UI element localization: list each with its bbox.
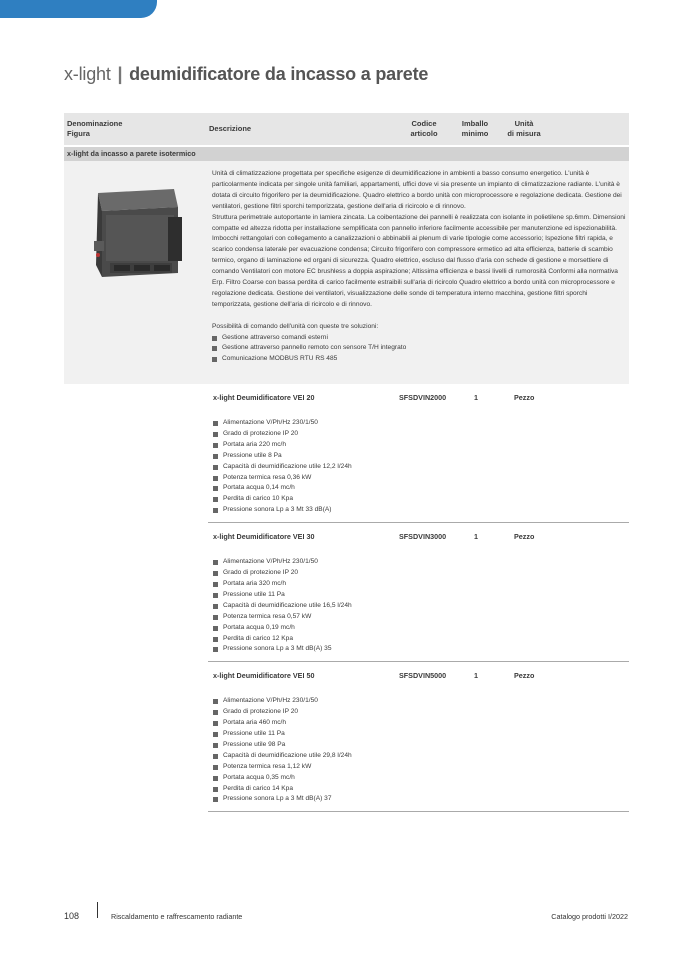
footer-catalog: Catalogo prodotti I/2022 [551, 912, 628, 921]
list-item: Pressione sonora Lp a 3 Mt dB(A) 35 [213, 644, 629, 655]
header-descrizione: Descrizione [209, 124, 252, 133]
product-code: SFSDVIN5000 [399, 671, 447, 681]
list-item: Perdita di carico 10 Kpa [213, 494, 629, 505]
title-prefix: x-light [64, 64, 111, 84]
product-code: SFSDVIN3000 [399, 532, 447, 542]
product-header [208, 662, 629, 682]
header-codice-line1: Codice [411, 119, 437, 128]
corner-accent-tab [0, 0, 157, 18]
product-qty: 1 [474, 532, 478, 542]
header-imballo [458, 119, 492, 139]
page-number: 108 [64, 911, 80, 921]
header-denominazione [67, 119, 122, 139]
list-item: Portata acqua 0,35 mc/h [213, 773, 629, 784]
footer-section: Riscaldamento e raffrescamento radiante [111, 912, 243, 921]
list-item: Potenza termica resa 0,57 kW [213, 612, 629, 623]
list-item: Grado di protezione IP 20 [213, 568, 629, 579]
list-item: Capacità di deumidificazione utile 12,2 l/24h [213, 462, 629, 473]
list-item: Perdita di carico 14 Kpa [213, 784, 629, 795]
intro-section [64, 161, 629, 384]
header-unita-line1: Unità [514, 119, 534, 128]
product-name: x-light Deumidificatore VEI 50 [213, 671, 315, 681]
product-specs [208, 404, 629, 522]
list-item: Grado di protezione IP 20 [213, 707, 629, 718]
list-item: Capacità di deumidificazione utile 16,5 l/24h [213, 601, 629, 612]
product-unit: Pezzo [514, 532, 535, 542]
title-main: deumidificatore da incasso a parete [129, 64, 429, 84]
dehumidifier-product-image [92, 185, 187, 281]
product-header [208, 523, 629, 543]
header-codice-line2: articolo [410, 129, 438, 138]
product-specs [208, 543, 629, 661]
intro-paragraph: Struttura perimetrale autoportante in lamiera zincata. La coibentazione dei pannelli è realizzata con isolante in polietilene sp.6mm. Dimensioni compatte ed altezza ridotta per installazione semplificata con pannello inferiore facilmente accessibile per manutenzione ed ispezionabilità. [212, 213, 626, 232]
list-item: Portata aria 320 mc/h [213, 579, 629, 590]
header-denominazione-label: Denominazione [67, 119, 123, 128]
product-qty: 1 [474, 671, 478, 681]
title-separator: | [117, 64, 123, 84]
product-specs [208, 682, 629, 811]
list-item: Grado di protezione IP 20 [213, 429, 629, 440]
control-heading: Possibilità di comando dell'unità con queste tre soluzioni: [212, 322, 379, 330]
product-row-vei20 [208, 384, 629, 523]
list-item: Alimentazione V/Ph/Hz 230/1/50 [213, 696, 629, 707]
header-unita-line2: di misura [507, 129, 541, 138]
group-label: x-light da incasso a parete isotermico [64, 147, 629, 161]
header-imballo-line2: minimo [461, 129, 489, 138]
list-item: Portata aria 460 mc/h [213, 718, 629, 729]
list-item: Potenza termica resa 1,12 kW [213, 762, 629, 773]
list-item: Pressione utile 8 Pa [213, 451, 629, 462]
intro-paragraph: Unità di climatizzazione progettata per specifiche esigenze di deumidificazione in ambienti a basso consumo energetico. L'unità è particolarmente indicata per singole unità familiari, appartamenti, uffici dove vi sia presente un impianto di climatizzazione radiante. L'unità è dotata di circuito frigorifero per la deumidificazione. Quadro elettrico a bordo unità con microprocessore e regolazione dedicata. Gestione dei ventilatori, gestione filtri sporchi temporizzata, gestione dell'aria di ricircolo e di rinnovo. [212, 170, 622, 210]
product-row-vei30 [208, 523, 629, 662]
list-item: Alimentazione V/Ph/Hz 230/1/50 [213, 557, 629, 568]
control-options-list [212, 333, 626, 366]
list-item: Potenza termica resa 0,36 kW [213, 473, 629, 484]
header-codice [404, 119, 444, 139]
list-item: Capacità di deumidificazione utile 29,8 l/24h [213, 751, 629, 762]
list-item: Gestione attraverso pannello remoto con sensore T/H integrato [212, 343, 626, 354]
list-item: Alimentazione V/Ph/Hz 230/1/50 [213, 418, 629, 429]
header-figura-label: Figura [67, 129, 90, 138]
product-name: x-light Deumidificatore VEI 30 [213, 532, 315, 542]
list-item: Portata aria 220 mc/h [213, 440, 629, 451]
list-item: Gestione attraverso comandi esterni [212, 333, 626, 344]
list-item: Pressione sonora Lp a 3 Mt 33 dB(A) [213, 505, 629, 516]
product-code: SFSDVIN2000 [399, 393, 447, 402]
product-name: x-light Deumidificatore VEI 20 [213, 393, 315, 402]
footer-divider [97, 902, 98, 918]
page-title [64, 64, 428, 85]
list-item: Pressione utile 11 Pa [213, 590, 629, 601]
product-header [208, 384, 629, 404]
product-unit: Pezzo [514, 671, 535, 681]
product-row-vei50 [208, 662, 629, 812]
list-item: Perdita di carico 12 Kpa [213, 634, 629, 645]
product-qty: 1 [474, 393, 478, 402]
intro-paragraph: Imbocchi rettangolari con collegamento a canalizzazioni o abbinabili ai plenum di varie tipologie come accessorio; Ispezione filtri rapida, e scarico condensa laterale per evacuazione condensa; Circuito frigorifero con compressore ermetico ad alta efficienza, batterie di scambio termico, organo di laminazione ed organi di sicurezza. Quadro elettrico, escluso dal flusso d'aria con schede di gestione e morsettiere di comando Ventilatori con motore EC brushless a doppia aspirazione; Altissima efficienza e bassi livelli di rumorosità Conformi alla normativa Erp. Filtro Coarse con bassa perdita di carico facilmente estraibili sull'aria di ricircolo Quadro elettrico a bordo unità con microprocessore e regolazione dedicata. Gestione dei ventilatori, visualizzazione delle sonde di temperatura interno macchina, gestione filtri sporchi temporizzata, gestione dell'aria di ricircolo e di rinnovo. [212, 235, 618, 308]
list-item: Comunicazione MODBUS RTU RS 485 [212, 354, 626, 365]
table-header [64, 113, 629, 145]
list-item: Pressione sonora Lp a 3 Mt dB(A) 37 [213, 794, 629, 805]
product-table [64, 113, 629, 812]
product-unit: Pezzo [514, 393, 535, 402]
list-item: Portata acqua 0,19 mc/h [213, 623, 629, 634]
header-unita [504, 119, 544, 139]
list-item: Portata acqua 0,14 mc/h [213, 483, 629, 494]
header-imballo-line1: Imballo [461, 119, 489, 128]
intro-description [212, 169, 626, 365]
list-item: Pressione utile 11 Pa [213, 729, 629, 740]
list-item: Pressione utile 98 Pa [213, 740, 629, 751]
